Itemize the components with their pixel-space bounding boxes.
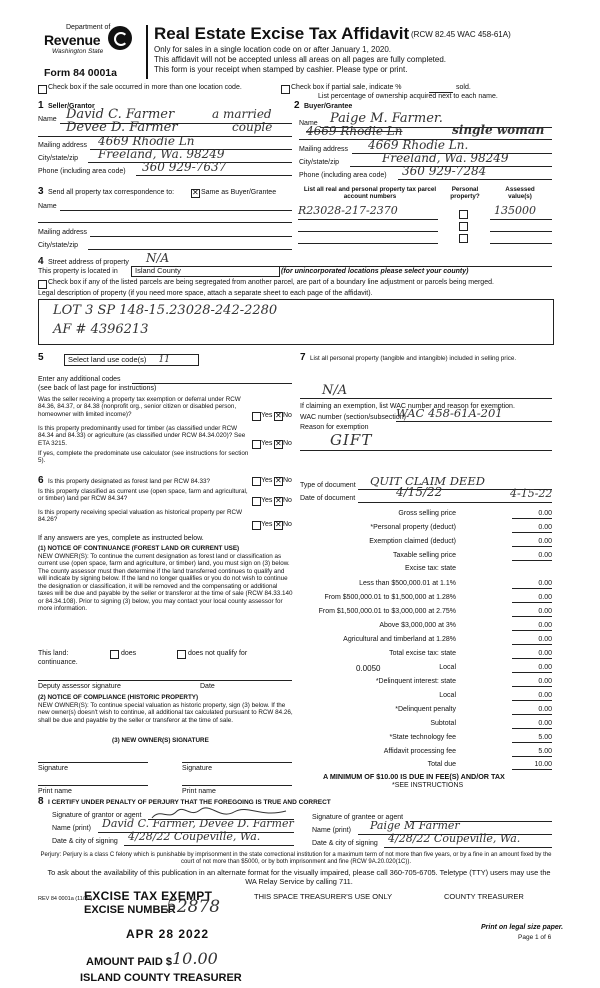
partial-sold-suffix: sold. (456, 84, 471, 91)
tax-row-label: Excise tax: state (405, 565, 456, 572)
new-owner-signature-title: (3) NEW OWNER(S) SIGNATURE (112, 737, 209, 744)
current-use-no-checkbox[interactable] (274, 497, 283, 506)
amount-paid-label: AMOUNT PAID $ (86, 956, 172, 968)
personal-property-checkbox-3[interactable] (459, 234, 468, 243)
tax-row-excise-header (300, 565, 552, 575)
parcel-row-3-line[interactable] (298, 243, 438, 244)
assessed-row-1-line[interactable] (490, 219, 552, 220)
tax-row-value[interactable]: 0.00 (512, 706, 552, 715)
tax-row-processing-fee (300, 748, 552, 758)
stamp-exempt: EXCISE TAX EXEMPT (84, 889, 213, 903)
see-instructions: *SEE INSTRUCTIONS (392, 782, 464, 789)
excise-number: 52878 (166, 897, 221, 917)
dept-line3: Washington State (52, 48, 104, 55)
personal-property-col-header: Personal property? (450, 186, 480, 201)
forest-no-checkbox[interactable] (274, 477, 283, 486)
deputy-signature-label: Deputy assessor signature (38, 683, 121, 690)
buyer-name-2-note: single woman (452, 123, 545, 137)
tax-row-total-due (300, 761, 552, 771)
predominate-use-note: If yes, complete the predominate use calculator (see instructions for section 5). (38, 450, 249, 465)
tax-row-label: *State technology fee (389, 734, 456, 741)
seller-name-label: Name (38, 116, 57, 123)
tax-row-taxable (300, 552, 552, 562)
exemption-note: If claiming an exemption, list WAC number and reason for exemption. (300, 403, 515, 410)
buyer-phone-field[interactable] (398, 179, 552, 180)
forest-section-number: 6 (38, 475, 44, 486)
land-use-section-number: 5 (38, 352, 44, 363)
tax-row-label: Total excise tax: state (389, 650, 456, 657)
header-divider (146, 25, 148, 79)
seller-mailing-label: Mailing address (38, 142, 88, 149)
correspondence-section-number: 3 (38, 186, 44, 197)
tax-row-value[interactable]: 0.00 (512, 664, 552, 673)
historic-yes-checkbox[interactable] (252, 521, 261, 530)
does-not-qualify-label: does not qualify for (188, 650, 248, 657)
seller-phone: 360 929-7637 (142, 160, 227, 174)
wac-number: WAC 458-61A-201 (396, 406, 503, 420)
amount-paid: 10.00 (172, 949, 218, 968)
personal-property-field[interactable] (300, 398, 552, 399)
tax-row-value[interactable]: 0.00 (512, 594, 552, 603)
tax-row-personal (300, 524, 552, 534)
form-number: Form 84 0001a (44, 67, 117, 79)
deputy-signature-field[interactable] (38, 680, 292, 681)
tax-row-exemption (300, 538, 552, 548)
correspondence-mailing-field[interactable] (90, 236, 292, 237)
doc-date: 4/15/22 (396, 485, 443, 499)
correspondence-mailing-label: Mailing address (38, 229, 88, 236)
doc-date-label: Date of document (300, 495, 356, 502)
land-use-select[interactable] (64, 354, 199, 366)
seller-phone-field[interactable] (136, 175, 292, 176)
revision-number: REV 84 0001a (11/20) (38, 896, 93, 902)
owner-signature-label-1: Signature (38, 765, 68, 772)
land-use-value: 11 (158, 355, 170, 365)
historic-no-checkbox[interactable] (274, 521, 283, 530)
tax-row-local (300, 664, 552, 674)
does-qualify-checkbox[interactable] (110, 650, 119, 659)
does-not-qualify-checkbox[interactable] (177, 650, 186, 659)
current-use-yes-checkbox[interactable] (252, 497, 261, 506)
historic-no-label: No (283, 521, 292, 528)
owner-signature-field-2[interactable] (182, 762, 292, 763)
header-note-1: Only for sales in a single location code on or after January 1, 2020. (154, 45, 392, 54)
historic-question: Is this property receiving special valuation as historical property per RCW 84.26? (38, 509, 243, 524)
legal-description-line-1: LOT 3 SP 148-15.23028-242-2280 (53, 303, 278, 318)
tax-row-label: Less than $500,000.01 at 1.1% (359, 580, 456, 587)
tax-row-label: Affidavit processing fee (383, 748, 456, 755)
correspondence-city-field[interactable] (88, 249, 292, 250)
tax-row-label: Above $3,000,000 at 3% (379, 622, 456, 629)
located-in-label: This property is located in (38, 268, 118, 275)
street-address-label: Street address of property (48, 259, 129, 266)
additional-codes-label: Enter any additional codes (38, 376, 121, 383)
tax-row-label: *Personal property (deduct) (370, 524, 456, 531)
tax-row-tier-3 (300, 608, 552, 618)
legal-size-note: Print on legal size paper. (481, 924, 564, 931)
exemption-reason: GIFT (330, 431, 373, 449)
owner-print-label-1: Print name (38, 788, 72, 795)
treasurer-stamp: ISLAND COUNTY TREASURER (80, 972, 242, 984)
header-note-2: This affidavit will not be accepted unless all areas on all pages are fully completed. (154, 55, 447, 64)
this-land-label: This land: (38, 650, 69, 657)
tax-row-value[interactable]: 0.00 (512, 552, 552, 561)
property-section-number: 4 (38, 256, 44, 267)
correspondence-name-field[interactable] (60, 210, 292, 211)
seller-name-2-note: couple (232, 120, 273, 134)
does-qualify-label: does (121, 650, 137, 657)
tax-row-value[interactable]: 0.00 (512, 580, 552, 589)
tax-row-agricultural (300, 636, 552, 646)
additional-codes-field[interactable] (132, 383, 292, 384)
assessed-col-header: Assessed value(s) (505, 186, 535, 201)
tax-row-tech-fee (300, 734, 552, 744)
seller-section-number: 1 (38, 100, 44, 111)
current-use-yes-label: Yes (261, 497, 273, 504)
seller-city: Freeland, Wa. 98249 (98, 147, 225, 161)
current-use-no-label: No (283, 497, 292, 504)
grantor-date-label: Date & city of signing (52, 838, 118, 845)
same-as-buyer-checkbox[interactable] (191, 189, 200, 198)
correspondence-name-label: Name (38, 203, 57, 210)
grantor-signature-label: Signature of grantor or agent (52, 812, 142, 819)
exemption-no-checkbox[interactable] (274, 412, 283, 421)
alternate-format-notice: To ask about the availability of this publication in an alternate format for the visually impaired, please call 360-705-6705. Teletype (TTY) users may use the WA Relay Service by calling 711. (47, 868, 551, 886)
grantee-date-city: 4/28/22 Coupeville, Wa. (388, 832, 521, 845)
buyer-name-2: 4669 Rhodie Ln (306, 124, 403, 138)
owner-print-field-1[interactable] (38, 785, 148, 786)
tax-row-label: Local (439, 664, 456, 671)
grantor-date-city: 4/28/22 Coupeville, Wa. (128, 830, 261, 843)
header-note-3: This form is your receipt when stamped by cashier. Please type or print. (154, 65, 408, 74)
tax-row-gross (300, 510, 552, 520)
treasurer-use-label: THIS SPACE TREASURER'S USE ONLY (254, 892, 393, 901)
segregated-label: Check box if any of the listed parcels are being segregated from another parcel, are part of a boundary line adjustment or parcels being merged. (48, 279, 494, 286)
tax-row-value[interactable]: 0.00 (512, 510, 552, 519)
buyer-heading: Buyer/Grantee (304, 103, 353, 110)
forest-yes-label: Yes (261, 477, 273, 484)
tax-row-interest-local (300, 692, 552, 702)
dept-line2: Revenue (44, 32, 101, 48)
segregated-checkbox[interactable] (38, 280, 47, 289)
personal-property-checkbox-1[interactable] (459, 210, 468, 219)
grantee-printed-name: Paige M Farmer (370, 819, 460, 832)
continuance-label: continuance. (38, 659, 78, 666)
tax-row-value[interactable]: 5.00 (512, 734, 552, 743)
dor-logo (38, 24, 148, 64)
correspondence-name-field-2[interactable] (38, 222, 292, 223)
buyer-mailing-label: Mailing address (299, 146, 349, 153)
reason-field[interactable] (300, 450, 552, 451)
timber-yes-checkbox[interactable] (252, 440, 261, 449)
tax-row-value[interactable]: 0.00 (512, 538, 552, 547)
tax-row-value[interactable]: 0.00 (512, 622, 552, 631)
personal-property-section-number: 7 (300, 352, 306, 363)
continuance-body: NEW OWNER(S): To continue the current designation as forest land or classification as current use (open space, farm and agriculture, or timber) land, you must sign on (3) below. The county assessor must then determine if the land transferred continues to qualify and will indicate by signing below. If the land no longer qualifies or you do not wish to continue the designation or classification, it will be removed and the compensating or additional taxes will be due and payable by the seller or transferor at the time of sale (RCW 84.33.140 or 84.34.108). Prior to signing (3) below, you may contact your local county assessor for more information. (38, 553, 293, 612)
tax-row-label: *Delinquent interest: state (375, 678, 456, 685)
page-title: Real Estate Excise Tax Affidavit (154, 24, 410, 43)
tax-row-interest-state (300, 678, 552, 688)
seller-mailing: 4669 Rhodie Ln (98, 134, 195, 148)
grantor-name-label: Name (print) (52, 825, 91, 832)
grantee-date-field[interactable] (384, 847, 552, 848)
personal-property-checkbox-2[interactable] (459, 222, 468, 231)
tax-row-value[interactable]: 10.00 (512, 761, 552, 770)
tax-row-tier-4 (300, 622, 552, 632)
tax-row-value[interactable]: 5.00 (512, 748, 552, 757)
if-yes-instructions: If any answers are yes, complete as instructed below. (38, 535, 204, 542)
exemption-yes-label: Yes (261, 412, 273, 419)
historic-yes-label: Yes (261, 521, 273, 528)
owner-signature-label-2: Signature (182, 765, 212, 772)
timber-no-checkbox[interactable] (274, 440, 283, 449)
grantee-date-label: Date & city of signing (312, 840, 378, 847)
tax-row-tier-1 (300, 580, 552, 590)
personal-property-heading: List all personal property (tangible and intangible) included in selling price. (310, 355, 517, 362)
land-use-select-label: Select land use code(s) (68, 355, 147, 364)
certify-section-number: 8 (38, 796, 44, 807)
tax-row-label: Local (439, 692, 456, 699)
compliance-title: (2) NOTICE OF COMPLIANCE (HISTORIC PROPERTY) (38, 694, 199, 701)
tax-row-value[interactable]: 0.00 (512, 636, 552, 645)
stamp-date: APR 28 2022 (126, 927, 210, 941)
buyer-name-1: Paige M. Farmer. (330, 111, 443, 126)
tax-row-value[interactable]: 0.00 (512, 524, 552, 533)
tax-row-label: From $500,000.01 to $1,500,000 at 1.28% (324, 594, 456, 601)
tax-row-label: Subtotal (430, 720, 456, 727)
parcel-col-header: List all real and personal property tax parcel account numbers (303, 186, 437, 201)
buyer-section-number: 2 (294, 100, 300, 111)
buyer-city: Freeland, Wa. 98249 (382, 151, 509, 165)
perjury-notice: Perjury: Perjury is a class C felony which is punishable by imprisonment in the state correctional institution for a maximum term of not more than five years, or by a fine in an amount fixed by the court of not more than $5000, or by both imprisonment and fine (RCW 9A.20.020(1C)). (40, 852, 552, 866)
correspondence-heading: Send all property tax correspondence to: (48, 189, 175, 196)
partial-sale-checkbox[interactable] (281, 85, 290, 94)
exemption-question: Was the seller receiving a property tax exemption or deferral under RCW 84.36, 84.37, or 84.38 (nonprofit org., senior citizen or disabled person, homeowner with limited income)? (38, 396, 241, 418)
grantor-printed-name: David C. Farmer, Devee D. Farmer (102, 817, 294, 830)
continuance-title: (1) NOTICE OF CONTINUANCE (FOREST LAND OR CURRENT USE) (38, 545, 240, 552)
tax-row-label: From $1,500,000.01 to $3,000,000 at 2.75% (318, 608, 456, 615)
doc-date-alt: 4-15-22 (510, 487, 553, 500)
seller-name-2: Devee D. Farmer (66, 120, 178, 135)
see-back-note: (see back of last page for instructions) (38, 385, 157, 392)
tax-row-subtotal (300, 720, 552, 730)
exemption-yes-checkbox[interactable] (252, 412, 261, 421)
forest-yes-checkbox[interactable] (252, 477, 261, 486)
multi-location-checkbox[interactable] (38, 85, 47, 94)
rcw-reference: (RCW 82.45 WAC 458-61A) (411, 30, 511, 39)
seller-city-label: City/state/zip (38, 155, 79, 162)
reason-label: Reason for exemption (300, 424, 369, 431)
timber-yes-label: Yes (261, 440, 273, 447)
owner-print-field-2[interactable] (182, 785, 292, 786)
tax-row-value[interactable]: 0.00 (512, 650, 552, 659)
legal-description-label: Legal description of property (if you need more space, attach a separate sheet to each page of the affidavit). (38, 290, 373, 297)
buyer-name-label: Name (299, 120, 318, 127)
legal-description-line-2: AF # 4396213 (53, 322, 149, 337)
seller-phone-label: Phone (including area code) (38, 168, 126, 175)
doc-date-field[interactable] (358, 502, 552, 503)
minimum-due-note: A MINIMUM OF $10.00 IS DUE IN FEE(S) AND/OR TAX (323, 772, 505, 781)
doc-type: QUIT CLAIM DEED (370, 474, 485, 488)
tax-row-label: Taxable selling price (392, 552, 456, 559)
county-select[interactable]: Island County (131, 266, 280, 277)
deputy-date-label: Date (200, 683, 215, 690)
buyer-phone-label: Phone (including area code) (299, 172, 387, 179)
wac-label: WAC number (section/subsection) (300, 414, 406, 421)
exemption-no-label: No (283, 412, 292, 419)
parcel-row-1-line[interactable] (298, 219, 438, 220)
tax-row-value[interactable]: 0.00 (512, 720, 552, 729)
tax-row-value[interactable]: 0.00 (512, 678, 552, 687)
buyer-city-label: City/state/zip (299, 159, 340, 166)
tax-row-label: Exemption claimed (deduct) (369, 538, 456, 545)
assessed-row-2-line[interactable] (490, 231, 552, 232)
compliance-body: NEW OWNER(S): To continue special valuation as historic property, sign (3) below. If the new owner(s) doesn't wish to continue, all additional tax calculated pursuant to RCW 84.26, shall be due and payable by the seller or transferor at the time of sale. (38, 702, 293, 724)
stamp-excise-number-label: EXCISE NUMBER (84, 904, 176, 916)
assessed-row-3-line[interactable] (490, 243, 552, 244)
timber-no-label: No (283, 440, 292, 447)
tax-row-tier-2 (300, 594, 552, 604)
seller-name-1: David C. Farmer (66, 107, 175, 122)
certify-statement: I CERTIFY UNDER PENALTY OF PERJURY THAT THE FOREGOING IS TRUE AND CORRECT (48, 799, 331, 806)
wac-field[interactable] (396, 421, 552, 422)
same-as-buyer-label: Same as Buyer/Grantee (201, 189, 277, 196)
tax-row-label: Total due (427, 761, 456, 768)
street-address: N/A (146, 251, 170, 265)
parcel-number: R23028-217-2370 (298, 204, 398, 217)
parcel-row-2-line[interactable] (298, 231, 438, 232)
county-note: (for unincorporated locations please select your county) (281, 268, 469, 275)
assessed-value: 135000 (494, 204, 536, 217)
grantor-date-field[interactable] (124, 845, 294, 846)
tax-row-penalty (300, 706, 552, 716)
tax-row-value[interactable]: 0.00 (512, 692, 552, 701)
multi-location-label: Check box if the sale occurred in more than one location code. (48, 84, 242, 91)
owner-signature-field-1[interactable] (38, 762, 148, 763)
buyer-phone: 360 929-7284 (402, 164, 487, 178)
timber-question: Is this property predominantly used for timber (as classified under RCW 84.34 and 84.33) or agriculture (as classified under RCW 84.34.020)? See ETA 3215. (38, 425, 246, 447)
dept-line1: Department of (66, 24, 111, 31)
buyer-mailing: 4669 Rhodie Ln. (368, 138, 469, 152)
forest-no-label: No (283, 477, 292, 484)
tax-row-value[interactable]: 0.00 (512, 608, 552, 617)
ownership-note: List percentage of ownership acquired next to each name. (318, 93, 498, 100)
owner-print-label-2: Print name (182, 788, 216, 795)
local-rate: 0.0050 (356, 664, 381, 673)
county-treasurer-label: COUNTY TREASURER (444, 892, 524, 901)
revenue-swirl-icon (108, 26, 132, 50)
tax-row-label: Gross selling price (398, 510, 456, 517)
forest-question: Is this property designated as forest land per RCW 84.33? (48, 478, 211, 485)
correspondence-city-label: City/state/zip (38, 242, 79, 249)
seller-heading: Seller/Grantor (48, 103, 95, 110)
doc-type-label: Type of document (300, 482, 356, 489)
grantee-name-label: Name (print) (312, 827, 351, 834)
grantee-signature-label: Signature of grantee or agent (312, 814, 404, 821)
legal-description-field[interactable] (38, 299, 554, 345)
seller-name-1-note: a married (212, 107, 272, 121)
tax-row-label: *Delinquent penalty (395, 706, 456, 713)
tax-row-total-state (300, 650, 552, 660)
personal-property-value: N/A (322, 383, 348, 398)
current-use-question: Is this property classified as current use (open space, farm and agricultural, or timber) land per RCW 84.34? (38, 488, 248, 503)
tax-row-label: Agricultural and timberland at 1.28% (343, 636, 456, 643)
page-number: Page 1 of 6 (518, 934, 552, 941)
partial-sale-label: Check box if partial sale, indicate % (291, 84, 402, 91)
